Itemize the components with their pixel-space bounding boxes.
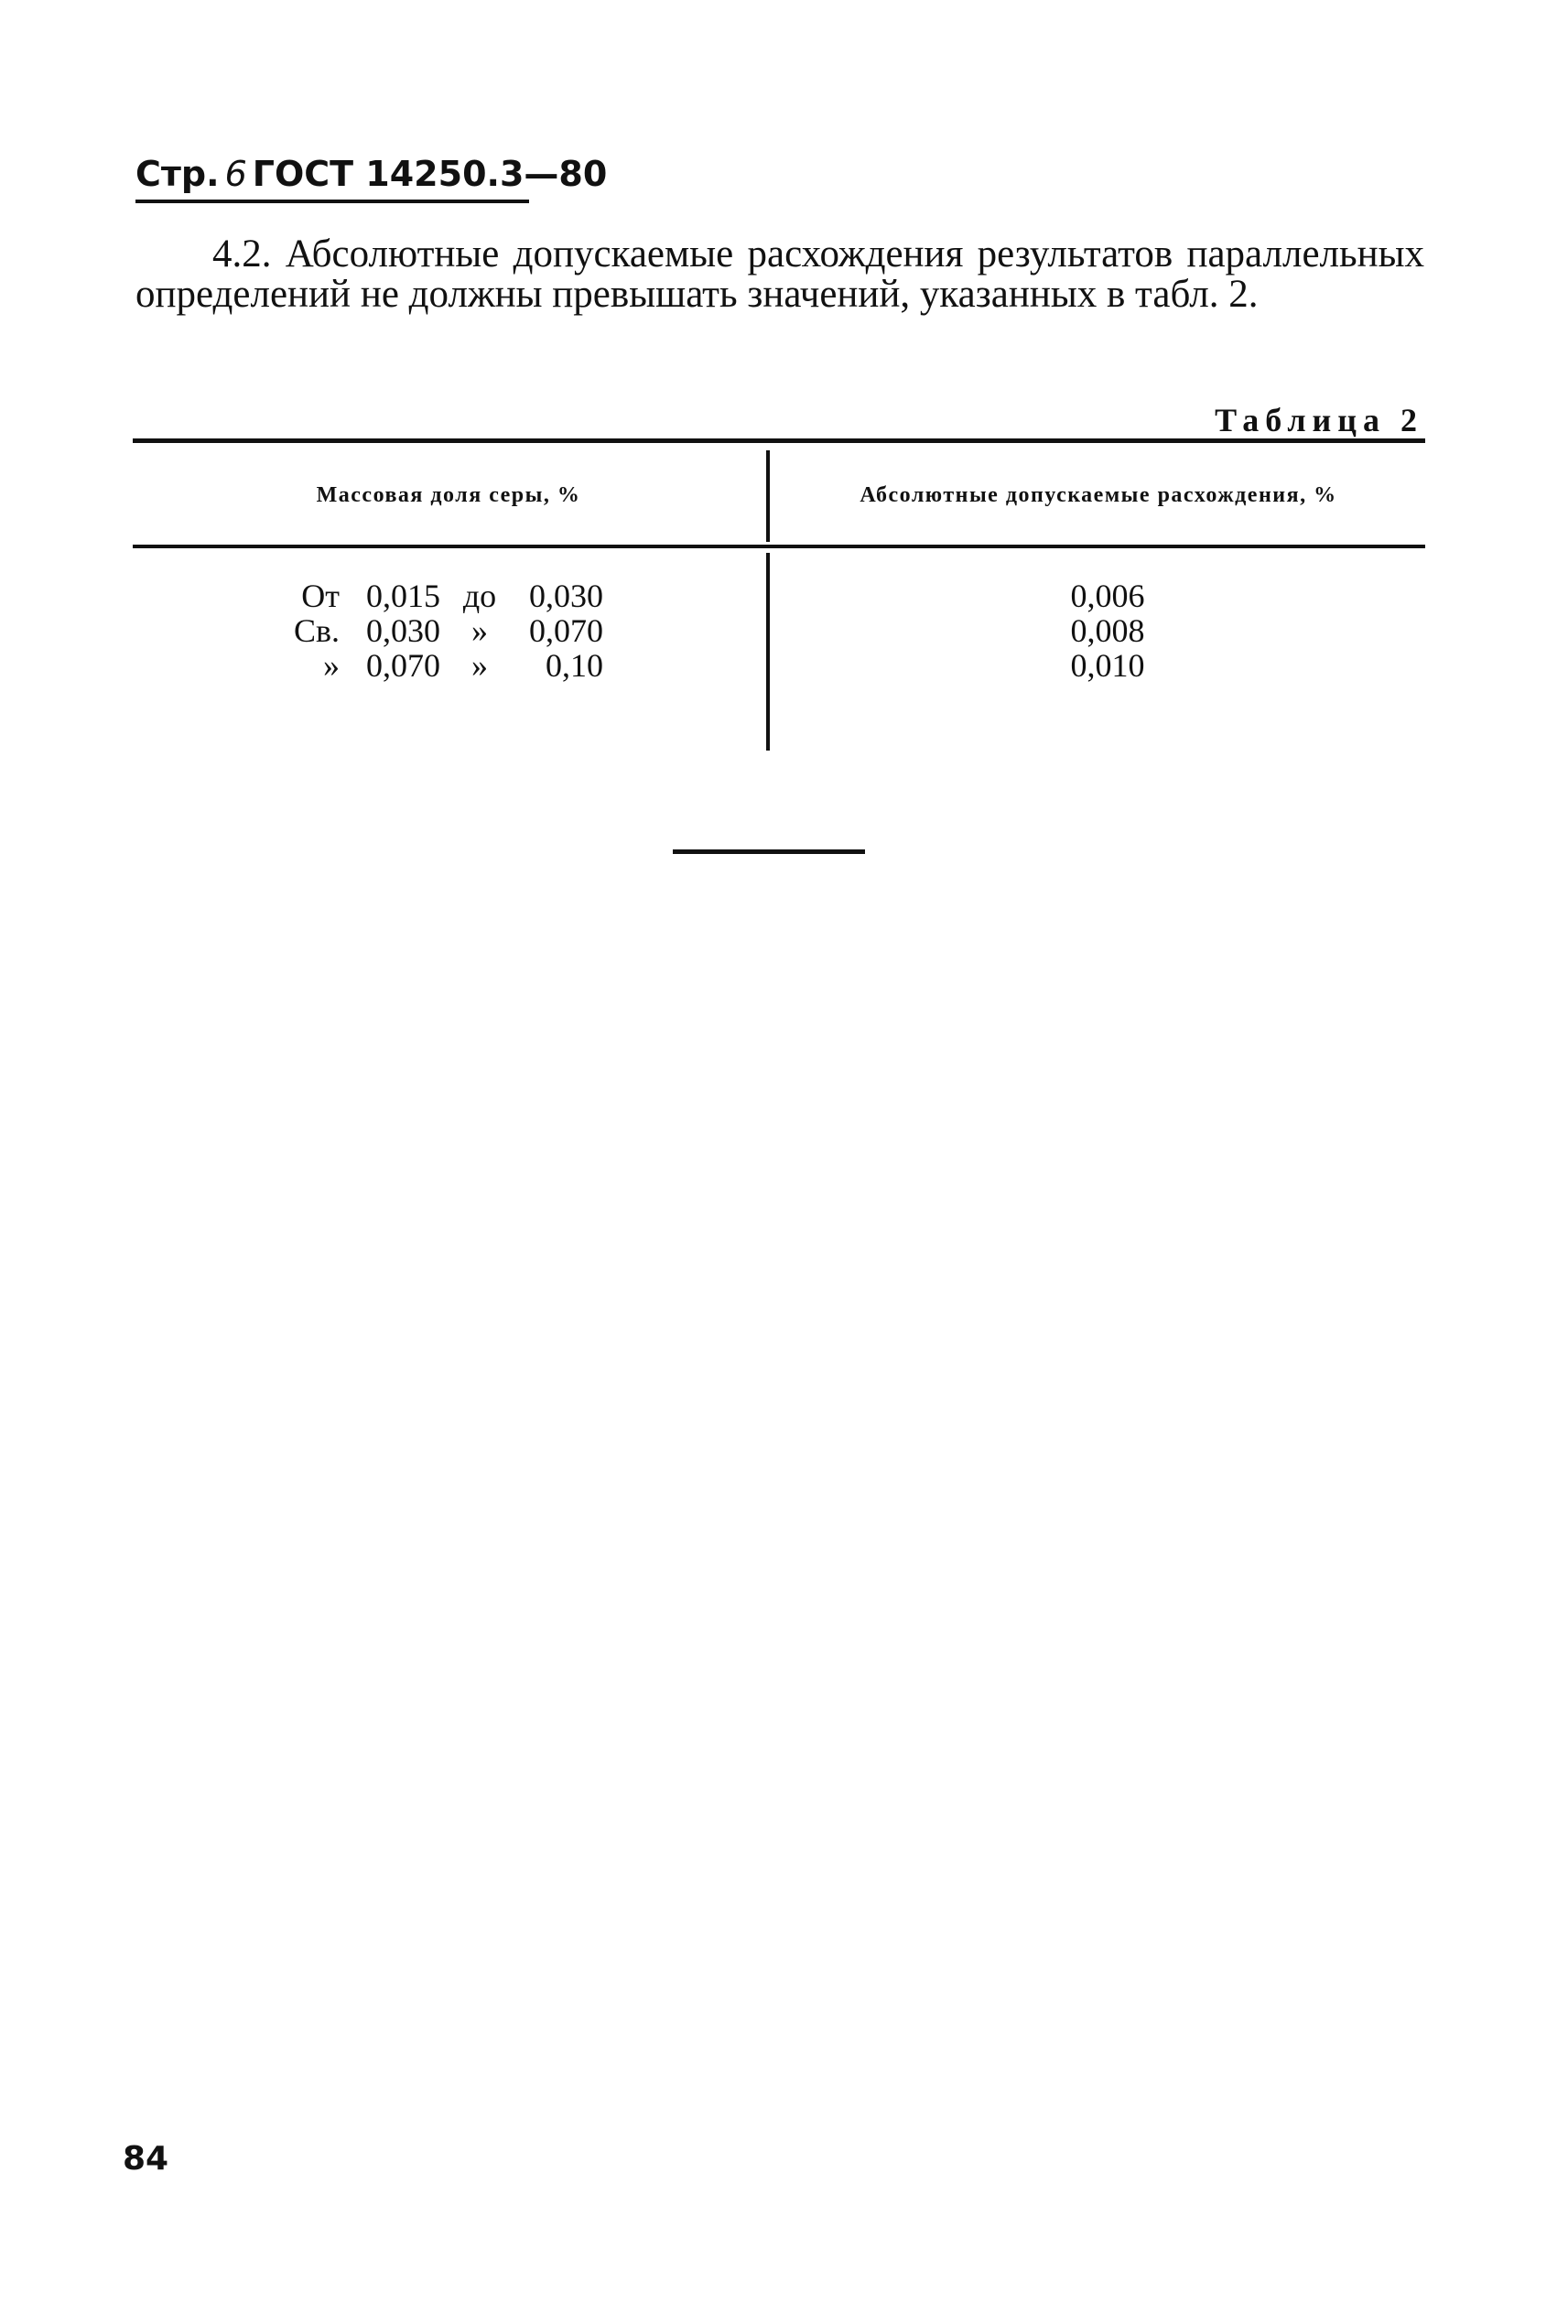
range-to: 0,030 xyxy=(529,578,603,614)
table-caption: Таблица 2 xyxy=(1215,402,1423,438)
range-prefix: От xyxy=(301,578,340,614)
header-prefix: Стр. xyxy=(135,154,220,194)
clause-4-2 xyxy=(135,234,1424,315)
discrepancy-values xyxy=(1016,578,1199,683)
clause-text: 4.2. Абсолютные допускаемые расхождения результатов параллельных определений не должны превышать значений, указанных в табл. 2. xyxy=(135,232,1424,316)
range-to: 0,070 xyxy=(529,612,603,649)
section-end-rule xyxy=(673,849,865,854)
range-sep: » xyxy=(471,612,488,649)
table-row xyxy=(261,648,603,683)
range-sep: » xyxy=(471,647,488,684)
range-sep: до xyxy=(462,578,497,614)
header-standard: ГОСТ 14250.3—80 xyxy=(252,154,608,194)
table-column-divider xyxy=(766,450,770,542)
column-header-discrepancy: Абсолютные допускаемые расхождения, % xyxy=(860,483,1337,507)
range-prefix: » xyxy=(323,647,340,684)
discrepancy-value: 0,010 xyxy=(1070,647,1145,684)
discrepancy-value: 0,006 xyxy=(1070,578,1145,614)
header-page: 6 xyxy=(224,154,247,194)
page-number: 84 xyxy=(123,2140,169,2178)
table-row xyxy=(261,613,603,648)
discrepancy-value: 0,008 xyxy=(1070,612,1145,649)
header-underline xyxy=(135,200,529,203)
table-header-rule xyxy=(133,545,1425,548)
running-header xyxy=(135,154,607,194)
column-header-sulfur: Массовая доля серы, % xyxy=(316,483,581,507)
range-from: 0,015 xyxy=(366,578,440,614)
range-prefix: Св. xyxy=(293,612,340,649)
range-from: 0,070 xyxy=(366,647,440,684)
table-row xyxy=(261,578,603,613)
range-from: 0,030 xyxy=(366,612,440,649)
sulfur-ranges xyxy=(261,578,603,683)
range-to: 0,10 xyxy=(546,647,603,684)
table-column-divider-body xyxy=(766,553,770,751)
table-top-rule xyxy=(133,438,1425,443)
